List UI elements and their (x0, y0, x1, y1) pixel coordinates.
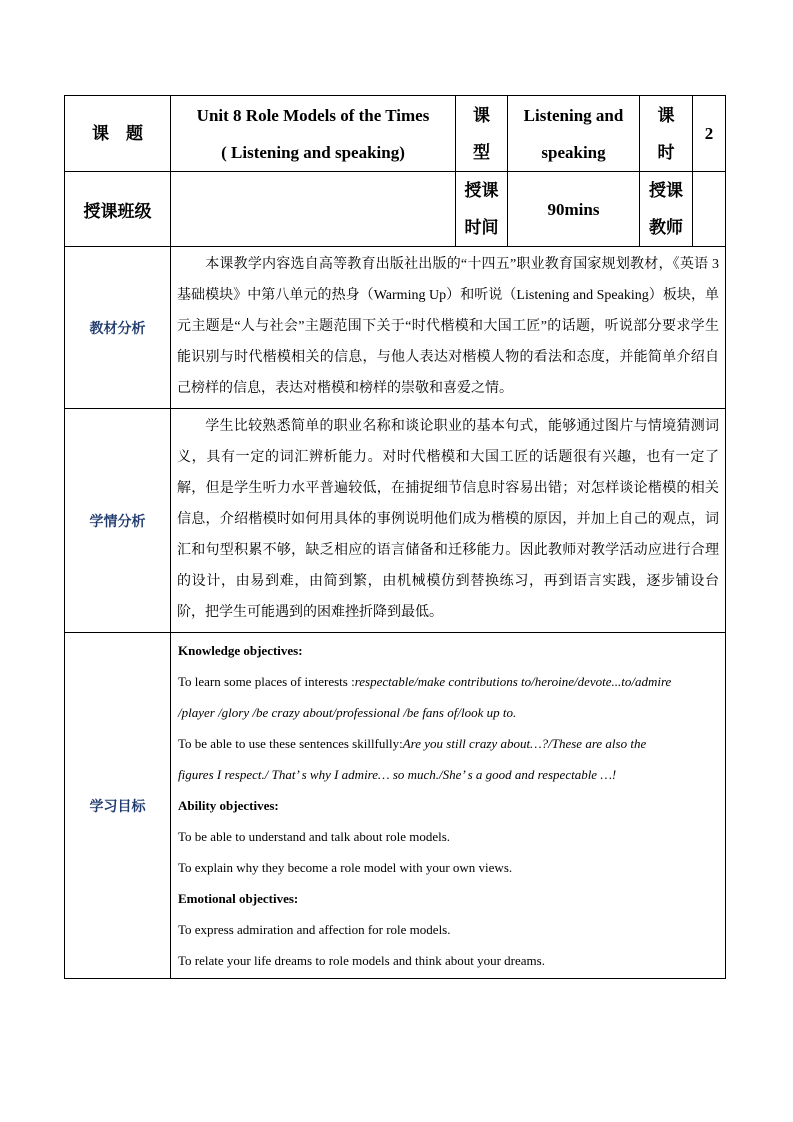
knowledge-heading: Knowledge objectives: (178, 643, 303, 658)
hours-value: 2 (693, 96, 726, 172)
material-label: 教材分析 (65, 247, 171, 409)
topic-subtitle: ( Listening and speaking) (221, 142, 405, 162)
ability-heading: Ability objectives: (178, 798, 279, 813)
emotional-heading: Emotional objectives: (178, 891, 299, 906)
ability-item-2: To explain why they become a role model with your own views. (178, 860, 513, 875)
objectives-content (171, 633, 726, 979)
class-value (171, 172, 456, 247)
topic-value (171, 96, 456, 172)
lesson-plan-table (64, 95, 726, 979)
class-label: 授课班级 (65, 172, 171, 247)
time-label: 授课 时间 (456, 172, 508, 247)
students-label: 学情分析 (65, 409, 171, 633)
teacher-label: 授课 教师 (640, 172, 693, 247)
emotional-item-1: To express admiration and affection for role models. (178, 922, 451, 937)
topic-title: Unit 8 Role Models of the Times (196, 105, 430, 125)
students-row (65, 409, 726, 633)
ability-item-1: To be able to understand and talk about role models. (178, 829, 451, 844)
teacher-value (693, 172, 726, 247)
objectives-label: 学习目标 (65, 633, 171, 979)
students-analysis-text: 学生比较熟悉简单的职业名称和谈论职业的基本句式，能够通过图片与情境猜测词义，具有一定的词汇辨析能力。对时代楷模和大国工匠的话题很有兴趣，也有一定了解，但是学生听力水平普遍较低，在捕捉细节信息时容易出错；对怎样谈论楷模的相关信息，介绍楷模时如何用具体的事例说明他们成为楷模的原因，并加上自己的观点，词汇和句型积累不够，缺乏相应的语言储备和迁移能力。因此教师对教学活动应进行合理的设计，由易到难，由简到繁，由机械模仿到替换练习，再到语言实践，逐步铺设台阶，把学生可能遇到的困难挫折降到最低。 (171, 409, 726, 633)
material-analysis-text: 本课教学内容选自高等教育出版社出版的“十四五”职业教育国家规划教材，《英语 3 基础模块》中第八单元的热身（Warming Up）和听说（Listening and Speaking）板块，单元主题是“人与社会”主题范围下关于“时代楷模和大国工匠”的话题，听说部分要求学生能识别与时代楷模相关的信息，与他人表达对楷模人物的看法和态度，并能简单介绍自己榜样的信息，表达对楷模和榜样的崇敬和喜爱之情。 (171, 247, 726, 409)
class-row (65, 172, 726, 247)
objectives-row (65, 633, 726, 979)
type-value: Listening and speaking (508, 96, 640, 172)
header-row (65, 96, 726, 172)
hours-label: 课 时 (640, 96, 693, 172)
topic-label: 课 题 (65, 96, 171, 172)
knowledge-item-2-cont: figures I respect./ That’ s why I admire… so much./She’ s a good and respectable …! (178, 767, 617, 782)
material-row (65, 247, 726, 409)
knowledge-item-1-cont: /player /glory /be crazy about/professional /be fans of/look up to. (178, 705, 517, 720)
knowledge-item-2: To be able to use these sentences skillfully:Are you still crazy about…?/These are also the (178, 736, 647, 751)
time-value: 90mins (508, 172, 640, 247)
type-label: 课 型 (456, 96, 508, 172)
emotional-item-2: To relate your life dreams to role models and think about your dreams. (178, 953, 545, 968)
knowledge-item-1: To learn some places of interests :respectable/make contributions to/heroine/devote...to/admire (178, 674, 672, 689)
